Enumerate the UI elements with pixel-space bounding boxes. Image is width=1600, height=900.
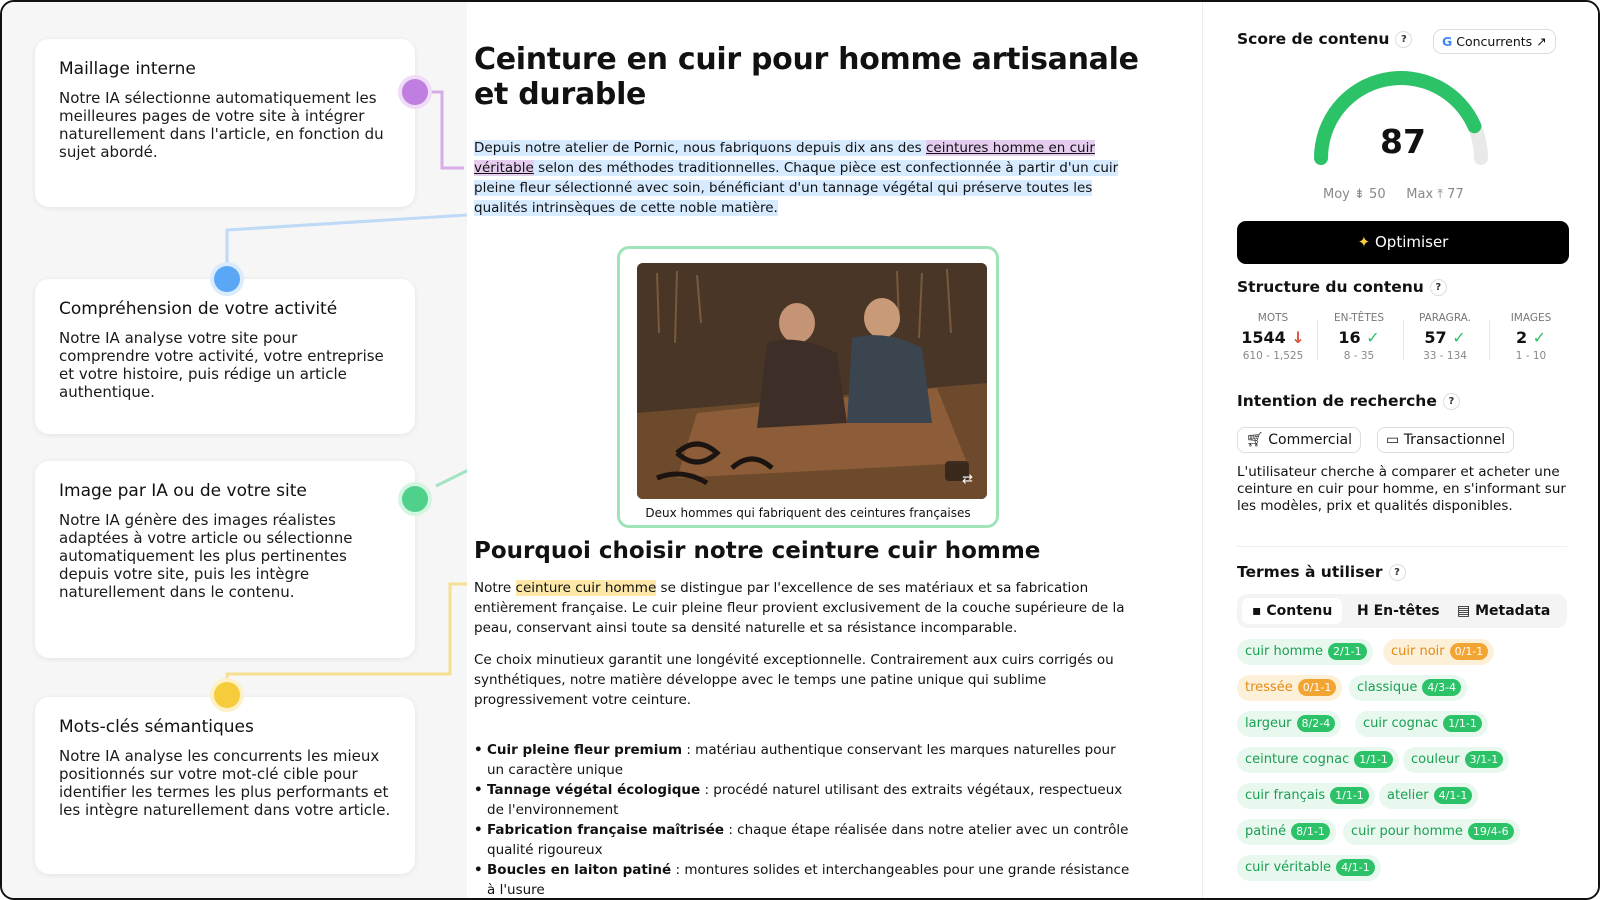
image-caption[interactable]: Deux hommes qui fabriquent des ceintures françaises: [645, 506, 971, 520]
seo-sidebar: [1202, 2, 1600, 900]
term-tag[interactable]: cuir cognac 1/1-1: [1355, 711, 1488, 737]
stat-paragraphs: PARAGRA. 57 ✓ 33 - 134: [1418, 312, 1472, 362]
optimize-button[interactable]: ✦ Optimiser: [1237, 221, 1569, 264]
help-icon[interactable]: ?: [1443, 393, 1460, 410]
term-tag[interactable]: cuir homme 2/1-1: [1237, 639, 1373, 665]
term-tag[interactable]: ceinture cognac 1/1-1: [1237, 747, 1399, 773]
purple-dot-icon: [402, 79, 428, 105]
feature-title: Mots-clés sémantiques: [59, 717, 254, 737]
article-title[interactable]: Ceinture en cuir pour homme artisanale et durable: [474, 42, 1139, 112]
article-image-block[interactable]: [617, 246, 999, 528]
article-editor[interactable]: [467, 2, 1202, 900]
intent-commercial: 🛒︎ Commercial: [1237, 427, 1361, 453]
intro-text: Depuis notre atelier de Pornic, nous fabriquons depuis dix ans des: [474, 140, 926, 156]
google-icon: G: [1442, 34, 1453, 49]
help-icon[interactable]: ?: [1389, 564, 1406, 581]
term-tag[interactable]: patiné 8/1-1: [1237, 819, 1336, 845]
workshop-illustration: [637, 263, 987, 499]
feature-text: Notre IA analyse les concurrents les mieux positionnés sur votre mot-clé cible pour identifier les termes les plus performants et les intègre naturellement dans votre article.: [59, 747, 391, 819]
competitors-button[interactable]: [1433, 29, 1556, 54]
yellow-dot-icon: [214, 682, 240, 708]
feature-card-keywords: [35, 697, 415, 874]
feature-card-image: [35, 461, 415, 658]
tab-metadata[interactable]: ▤ Metadata: [1457, 603, 1551, 619]
term-tag[interactable]: tressée 0/1-1: [1237, 675, 1342, 701]
list-item: • Fabrication française maîtrisée : chaque étape réalisée dans notre atelier avec un contrôle qualité rigoureux: [474, 820, 1134, 860]
swap-image-icon[interactable]: ⇄: [962, 472, 973, 487]
intent-description: L'utilisateur cherche à comparer et acheter une ceinture en cuir pour homme, en s'informant sur les modèles, prix et qualités disponibles.: [1237, 464, 1566, 514]
list-item: • Tannage végétal écologique : procédé naturel utilisant des extraits végétaux, respectueux de l'environnement: [474, 780, 1134, 820]
feature-text: Notre IA analyse votre site pour comprendre votre activité, votre entreprise et votre histoire, puis rédige un article authentique.: [59, 329, 384, 401]
term-tag[interactable]: cuir pour homme 19/4-6: [1343, 819, 1520, 845]
magic-wand-icon: ✦: [1357, 233, 1371, 251]
feature-card-internal-linking: [35, 39, 415, 207]
term-tag[interactable]: cuir noir 0/1-1: [1383, 639, 1494, 665]
workshop-photo: [637, 263, 987, 499]
structure-section-title: Structure du contenu ?: [1237, 278, 1447, 296]
heading-icon: H: [1357, 603, 1369, 619]
score-section-title: Score de contenu ?: [1237, 30, 1412, 48]
term-tag[interactable]: couleur 3/1-1: [1403, 747, 1509, 773]
terms-tabs: [1237, 594, 1567, 628]
connector-internal-linking: [430, 92, 464, 168]
stat-headings: EN-TÊTES 16 ✓ 8 - 35: [1333, 312, 1385, 362]
paragraph-text: Notre: [474, 580, 516, 596]
terms-section-title: Termes à utiliser ?: [1237, 563, 1406, 581]
score-benchmarks: Moy ⇟ 50 Max ⤒ 77: [1323, 187, 1464, 202]
list-item: • Cuir pleine fleur premium : matériau authentique conservant les marques naturelles pour un caractère unique: [474, 740, 1134, 780]
feature-title: Compréhension de votre activité: [59, 299, 338, 319]
paragraph-text: se distingue par l'excellence de ses matériaux et sa fabrication entièrement française. Le cuir pleine fleur provient exclusivement de la couche supérieure de la peau, conservant ainsi toute sa densité naturelle et sa résistance incomparable.: [474, 580, 1125, 636]
tab-headings[interactable]: H En-têtes: [1357, 603, 1440, 619]
credit-card-icon: ▭: [1386, 432, 1400, 448]
help-icon[interactable]: ?: [1430, 279, 1447, 296]
score-value: 87: [1380, 122, 1426, 161]
article-h2[interactable]: Pourquoi choisir notre ceinture cuir homme: [474, 538, 1041, 564]
stat-images: IMAGES 2 ✓ 1 - 10: [1510, 312, 1552, 362]
competitors-label: Concurrents: [1456, 34, 1533, 49]
tab-content[interactable]: ▪ Contenu: [1242, 598, 1342, 624]
intent-transactional: ▭ Transactionnel: [1377, 427, 1514, 453]
help-icon[interactable]: ?: [1395, 31, 1412, 48]
keyword-highlight[interactable]: ceinture cuir homme: [515, 580, 657, 596]
term-tag[interactable]: cuir français 1/1-1: [1237, 783, 1375, 809]
external-link-icon: ↗: [1536, 34, 1547, 49]
intent-section-title: Intention de recherche ?: [1237, 392, 1460, 410]
document-icon: ▪: [1252, 603, 1262, 619]
connector-activity: [227, 215, 467, 278]
stat-words: MOTS 1544 ↓ 610 - 1,525: [1241, 312, 1305, 362]
term-tag[interactable]: cuir véritable 4/1-1: [1237, 855, 1381, 881]
term-tag[interactable]: largeur 8/2-4: [1237, 711, 1341, 737]
cart-icon: 🛒︎: [1246, 432, 1264, 448]
feature-title: Image par IA ou de votre site: [59, 481, 307, 501]
internal-link[interactable]: ceintures homme en cuir véritable: [474, 140, 1095, 176]
list-item: • Boucles en laiton patiné : montures solides et interchangeables pour une grande résistance à l'usure: [474, 860, 1134, 900]
article-intro[interactable]: [474, 138, 1134, 218]
feature-text: Notre IA sélectionne automatiquement les meilleures pages de votre site à intégrer naturellement dans l'article, en fonction du sujet abordé.: [59, 89, 384, 161]
term-tag[interactable]: classique 4/3-4: [1349, 675, 1467, 701]
term-tag[interactable]: atelier 4/1-1: [1379, 783, 1478, 809]
article-paragraph-2[interactable]: [474, 578, 1134, 638]
metadata-icon: ▤: [1457, 603, 1471, 619]
feature-card-activity: [35, 279, 415, 434]
blue-dot-icon: [214, 266, 240, 292]
feature-text: Notre IA génère des images réalistes adaptées à votre article ou sélectionne automatiquement les plus pertinentes depuis votre site, puis les intègre naturellement dans le contenu.: [59, 511, 353, 601]
intro-text: selon des méthodes traditionnelles. Chaque pièce est confectionnée à partir d'un cuir pleine fleur sélectionné avec soin, bénéficiant d'un tannage végétal qui préserve toutes les qualités intrinsèques de cette noble matière.: [474, 160, 1119, 216]
article-paragraph-3[interactable]: Ce choix minutieux garantit une longévité exceptionnelle. Contrairement aux cuirs corrigés ou synthétiques, notre matière développe avec le temps une patine unique qui sublime progressivement votre ceinture.: [474, 652, 1114, 708]
feature-title: Maillage interne: [59, 59, 196, 79]
green-dot-icon: [402, 486, 428, 512]
article-bullet-list[interactable]: [474, 740, 1134, 900]
